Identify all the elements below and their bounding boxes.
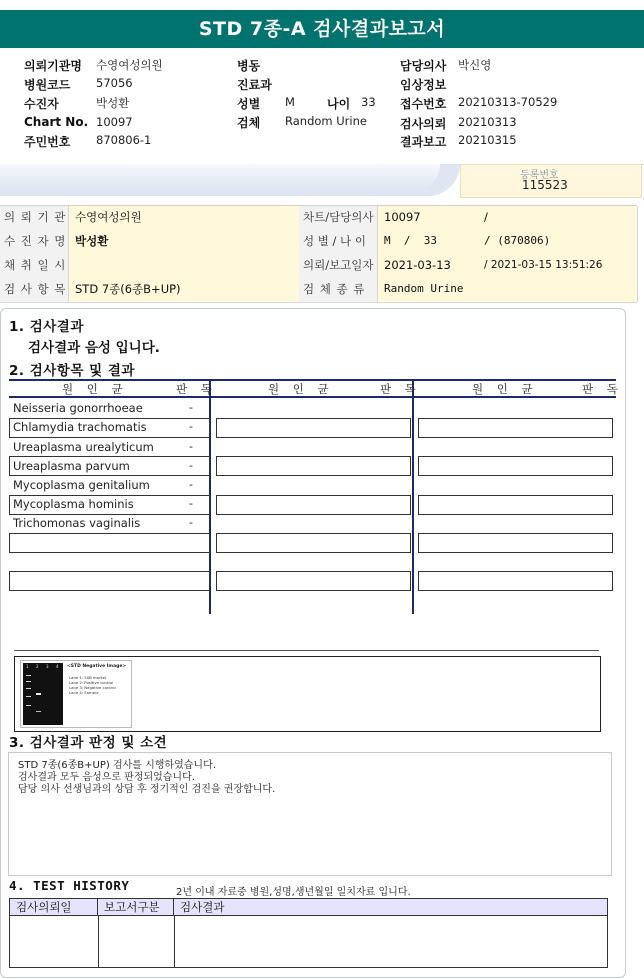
header-value-specimen: Random Urine — [285, 114, 367, 128]
result-cell — [418, 418, 613, 438]
header-label-request-date: 검사의뢰 — [400, 117, 447, 131]
organism-result: - — [189, 478, 193, 491]
gel-electrophoresis-image — [20, 660, 132, 728]
patient-info-table — [0, 205, 637, 302]
gel-band — [36, 693, 41, 695]
gel-band — [26, 696, 31, 697]
history-column-header: 검사결과 — [174, 899, 607, 916]
test-item-value: STD 7종(6종B+UP) — [69, 278, 300, 302]
gel-legend-item: Lane 4: Sample — [69, 690, 99, 695]
patient-row — [0, 278, 637, 303]
gel-band — [26, 675, 31, 676]
gel-band — [36, 711, 41, 712]
history-column-header: 검사의뢰일 — [10, 899, 98, 916]
header-label-report-date: 결과보고 — [400, 135, 447, 149]
gel-band — [26, 705, 31, 706]
header-value-patient: 박성환 — [96, 96, 130, 110]
row-label: 채 취 일 시 — [0, 254, 69, 278]
organism-result: - — [189, 440, 193, 453]
organism-result: - — [189, 516, 193, 529]
gel-lane-label: 2 — [36, 664, 39, 669]
patient-row — [0, 230, 637, 255]
result-cell — [216, 418, 411, 438]
row-label: 수 진 자 명 — [0, 230, 69, 254]
header-label-physician: 담당의사 — [400, 59, 447, 73]
header-label-resident-no: 주민번호 — [24, 135, 71, 149]
comment-line: 검사결과 모두 음성으로 판정되었습니다. — [18, 772, 195, 783]
history-cell — [10, 916, 99, 967]
result-cell — [9, 571, 210, 591]
report-banner-band — [0, 164, 460, 196]
chart-value: 10097 — [378, 206, 481, 230]
judgement-column-header: 판 독 — [582, 382, 623, 396]
organism-result: - — [189, 420, 193, 433]
gel-band — [26, 688, 31, 689]
gel-legend-item: Lane 2: Positive control — [69, 680, 114, 685]
comment-line: STD 7종(6종B+UP) 검사를 시행하였습니다. — [18, 760, 216, 771]
registration-value: 115523 — [522, 178, 568, 192]
result-cell — [418, 495, 613, 515]
header-value-request-date: 20210313 — [458, 115, 517, 129]
header-label-ward: 병동 — [237, 59, 261, 73]
report-title: STD 7종-A 검사결과보고서 — [0, 10, 644, 48]
organism-column-header: 원 인 균 — [62, 382, 128, 396]
row-label: 의 뢰 기 관 — [0, 206, 69, 230]
judgement-column-header: 판 독 — [380, 382, 421, 396]
section-3-title: 3. 검사결과 판정 및 소견 — [9, 735, 168, 751]
header-label-specimen: 검체 — [237, 116, 261, 130]
history-column-header: 보고서구분 — [98, 899, 174, 916]
result-cell — [418, 571, 613, 591]
patient-name-value: 박성환 — [69, 230, 300, 254]
row-label: 검 사 항 목 — [0, 278, 69, 302]
header-value-resident-no: 870806-1 — [96, 133, 152, 147]
grid-divider — [412, 379, 414, 614]
result-cell — [216, 495, 411, 515]
header-label-hospital-code: 병원코드 — [24, 78, 71, 92]
gel-panel — [23, 663, 63, 725]
registration-label: 등록번호 — [520, 170, 559, 181]
organism-name: Chlamydia trachomatis — [13, 420, 147, 434]
row-label: 성 별 / 나 이 — [299, 230, 378, 254]
history-note: 2년 이내 자료중 병원,성명,생년월일 일치자료 입니다. — [176, 887, 411, 898]
organism-result: - — [189, 401, 193, 414]
gel-lane-label: 4 — [56, 664, 59, 669]
specimen-type-value: Random Urine — [378, 278, 638, 302]
physician-value: / — [478, 206, 638, 230]
organism-name: Ureaplasma urealyticum — [13, 440, 154, 454]
organism-name: Neisseria gonorrhoeae — [13, 401, 143, 415]
judgement-column-header: 판 독 — [176, 382, 217, 396]
header-value-sex: M — [285, 95, 295, 109]
result-cell — [216, 456, 411, 476]
section-1-title: 1. 검사결과 — [9, 319, 84, 335]
organism-column-header: 원 인 균 — [472, 382, 538, 396]
row-label: 차트/담당의사 — [299, 206, 378, 230]
header-value-institution: 수영여성의원 — [96, 58, 163, 72]
header-label-department: 진료과 — [237, 78, 272, 92]
organism-result: - — [189, 497, 193, 510]
organism-name: Ureaplasma parvum — [13, 459, 130, 473]
section-2-title: 2. 검사항목 및 결과 — [9, 363, 135, 379]
result-cell — [216, 571, 411, 591]
header-value-receipt-no: 20210313-70529 — [458, 95, 558, 109]
gel-lane-label: 3 — [46, 664, 49, 669]
patient-row — [0, 206, 637, 231]
header-label-institution: 의뢰기관명 — [24, 59, 82, 73]
header-label-patient: 수진자 — [24, 97, 59, 111]
header-label-sex: 성별 — [237, 97, 261, 111]
section-4-title: 4. TEST HISTORY — [9, 878, 130, 893]
result-cell — [418, 533, 613, 553]
patient-row — [0, 254, 637, 279]
header-label-age: 나이 — [327, 97, 351, 111]
header-value-hospital-code: 57056 — [96, 76, 133, 90]
organism-result: - — [189, 459, 193, 472]
institution-value: 수영여성의원 — [69, 206, 300, 230]
row-label: 의뢰/보고일자 — [299, 254, 378, 278]
gel-lane-label: 1 — [26, 664, 29, 669]
organism-column-header: 원 인 균 — [268, 382, 334, 396]
sex-age-value: M / 33 — [378, 230, 481, 254]
result-cell — [216, 533, 411, 553]
header-value-report-date: 20210315 — [458, 133, 517, 147]
gel-legend-item: Lane 1: 50B marker — [69, 675, 107, 680]
result-cell — [9, 533, 210, 553]
organism-name: Mycoplasma hominis — [13, 497, 134, 511]
organism-name: Trichomonas vaginalis — [13, 516, 141, 530]
header-info — [0, 48, 644, 165]
row-label: 검 체 종 류 — [299, 278, 378, 302]
header-label-chart-no: Chart No. — [24, 115, 89, 129]
history-table — [9, 898, 608, 968]
birthdate-value: / (870806) — [478, 230, 638, 254]
report-datetime-value: / 2021-03-15 13:51:26 — [478, 254, 638, 278]
header-label-clinical-info: 임상정보 — [400, 78, 447, 92]
separator-line — [14, 650, 599, 651]
comment-line: 담당 의사 선생님과의 상담 후 정기적인 검진을 권장합니다. — [18, 784, 276, 795]
header-value-age: 33 — [361, 95, 376, 109]
history-cell — [98, 916, 175, 967]
gel-band — [26, 681, 31, 682]
organism-name: Mycoplasma genitalium — [13, 478, 150, 492]
request-date-value: 2021-03-13 — [378, 254, 481, 278]
header-value-physician: 박신영 — [458, 58, 492, 72]
gel-title: <STD Negative Image> — [67, 664, 127, 669]
gel-legend-item: Lane 3: Negative control — [69, 685, 116, 690]
header-label-receipt-no: 접수번호 — [400, 97, 447, 111]
collection-date-value — [69, 254, 300, 278]
header-value-chart-no: 10097 — [96, 115, 133, 129]
result-summary: 검사결과 음성 입니다. — [28, 340, 160, 356]
result-cell — [418, 456, 613, 476]
